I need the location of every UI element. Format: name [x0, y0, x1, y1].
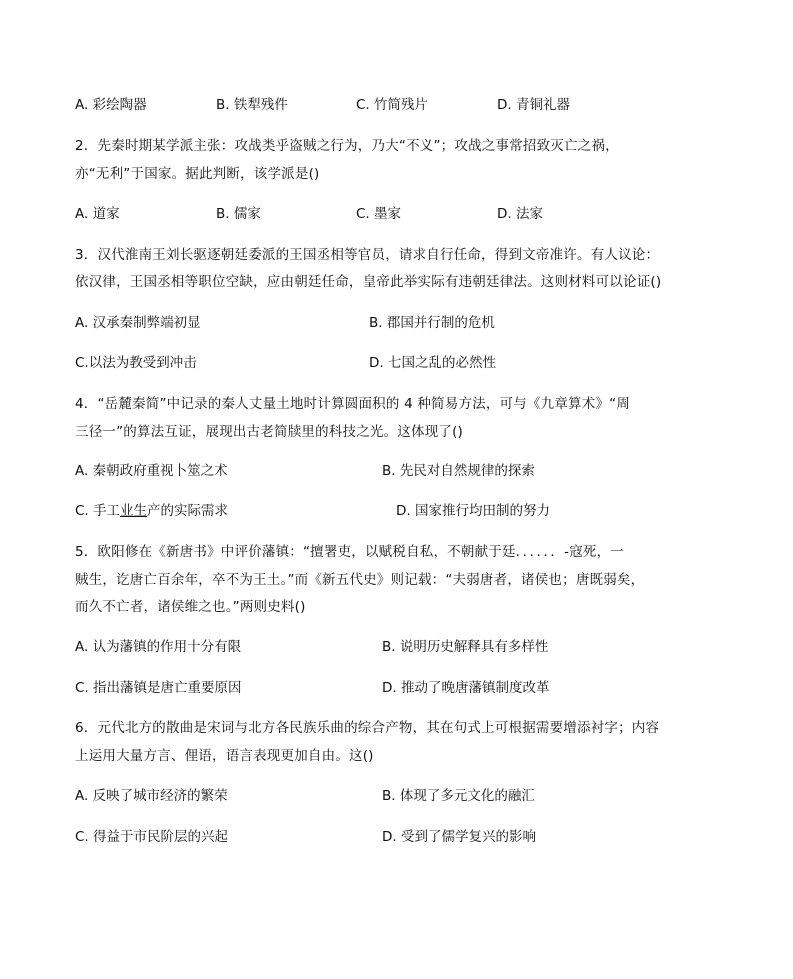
q1-option-b[interactable]: B. 铁犁残件	[216, 97, 288, 113]
q2-stem-line-2: 亦“无利”于国家。据此判断，该学派是()	[75, 166, 320, 182]
q4-option-c-pre: C. 手工	[75, 503, 121, 519]
q4-option-d[interactable]: D. 国家推行均田制的努力	[396, 503, 550, 519]
q5-option-d[interactable]: D. 推动了晚唐藩镇制度改革	[382, 680, 550, 696]
q6-option-a[interactable]: A. 反映了城市经济的繁荣	[75, 788, 228, 804]
q3-option-a[interactable]: A. 汉承秦制弊端初显	[75, 315, 201, 331]
q4-option-c-post: 产的实际需求	[147, 503, 229, 519]
q5-option-b[interactable]: B. 说明历史解释具有多样性	[382, 639, 549, 655]
q4-option-b[interactable]: B. 先民对自然规律的探索	[382, 463, 535, 479]
q6-stem-line-2: 上运用大量方言、俚语，语言表现更加自由。这()	[75, 748, 374, 764]
q5-stem-line-1: 5．欧阳修在《新唐书》中评价藩镇：“擅署吏，以赋税自私，不朝献于廷．．．．．．-寇死，一	[75, 544, 625, 560]
q3-option-c[interactable]: C.以法为教受到冲击	[75, 355, 197, 371]
q4-stem-line-2: 三径一”的算法互证，展现出古老简牍里的科技之光。这体现了()	[75, 424, 464, 440]
q5-stem-line-2: 贼生，讫唐亡百余年，卒不为王土。”而《新五代史》则记载：“夫弱唐者，诸侯也；唐既弱矣，	[75, 572, 645, 588]
q2-stem-line-1: 2．先秦时期某学派主张：攻战类乎盗贼之行为，乃大“不义”；攻战之事常招致灭亡之祸，	[75, 138, 619, 154]
q3-option-d[interactable]: D. 七国之乱的必然性	[369, 355, 496, 371]
q6-stem-line-1: 6．元代北方的散曲是宋词与北方各民族乐曲的综合产物，其在句式上可根据需要增添衬字；内容	[75, 720, 660, 736]
q4-option-c-underlined: 业生	[120, 503, 148, 519]
q4-option-c[interactable]	[75, 502, 228, 520]
q2-option-d[interactable]: D. 法家	[497, 206, 543, 222]
q1-option-d[interactable]: D. 青铜礼器	[497, 97, 570, 113]
q4-stem-line-1: 4．“岳麓秦简”中记录的秦人丈量土地时计算圆面积的 4 种简易方法，可与《九章算术》“周	[75, 396, 631, 412]
q2-option-b[interactable]: B. 儒家	[216, 206, 261, 222]
q5-option-a[interactable]: A. 认为藩镇的作用十分有限	[75, 639, 242, 655]
q2-option-c[interactable]: C. 墨家	[356, 206, 402, 222]
q1-option-a[interactable]: A. 彩绘陶器	[75, 97, 147, 113]
q3-stem-line-2: 依汉律，王国丞相等职位空缺，应由朝廷任命，皇帝此举实际有违朝廷律法。这则材料可以论证()	[75, 274, 662, 290]
q3-option-b[interactable]: B. 郡国并行制的危机	[369, 315, 495, 331]
q5-stem-line-3: 而久不亡者，诸侯维之也。”两则史料()	[75, 599, 306, 615]
q2-option-a[interactable]: A. 道家	[75, 206, 120, 222]
q6-option-d[interactable]: D. 受到了儒学复兴的影响	[382, 829, 536, 845]
q1-option-c[interactable]: C. 竹简残片	[356, 97, 429, 113]
q6-option-c[interactable]: C. 得益于市民阶层的兴起	[75, 829, 229, 845]
q3-stem-line-1: 3．汉代淮南王刘长驱逐朝廷委派的王国丞相等官员，请求自行任命，得到文帝准许。有人议论：	[75, 247, 660, 263]
q4-option-a[interactable]: A. 秦朝政府重视卜筮之术	[75, 463, 228, 479]
q6-option-b[interactable]: B. 体现了多元文化的融汇	[382, 788, 535, 804]
q5-option-c[interactable]: C. 指出藩镇是唐亡重要原因	[75, 680, 242, 696]
